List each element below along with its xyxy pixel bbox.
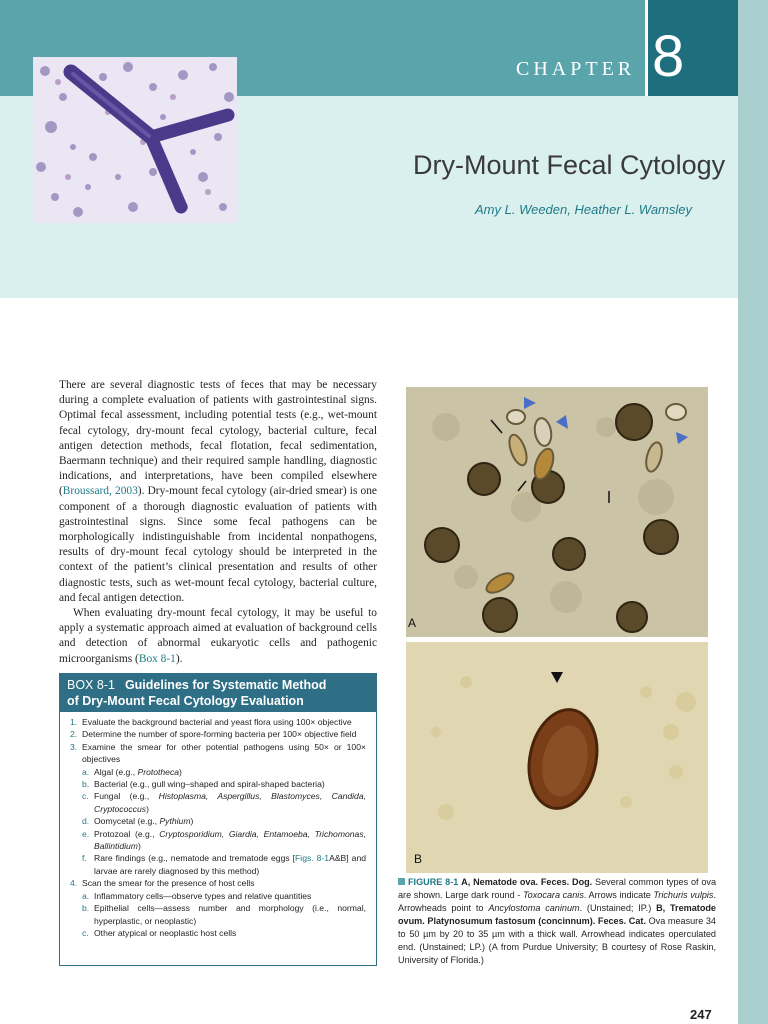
list-item: 2. Determine the number of spore-forming bacteria per 100× objective field: [70, 729, 357, 740]
chapter-label: CHAPTER: [516, 58, 636, 80]
list-item: 4. Scan the smear for the presence of host cells: [70, 878, 255, 889]
figure-panel-a: [406, 387, 708, 637]
list-subitem: a. Inflammatory cells—observe types and relative quantities: [82, 890, 312, 901]
paragraph-2: When evaluating dry-mount fecal cytology, it may be useful to apply a systematic approach aimed at evaluation of background cells and detection of abnormal eukaryotic cells and pathogenic microorganisms (Box 8-1).: [59, 607, 377, 665]
guidelines-box: [59, 673, 377, 966]
chapter-hero-image: [33, 57, 237, 223]
chapter-title: Dry-Mount Fecal Cytology: [413, 150, 726, 180]
figure-caption: FIGURE 8-1 A, Nematode ova. Feces. Dog. Several common types of ova are shown. Large dark round - Toxocara canis. Arrows indicate Trichuris vulpis. Arrowheads point to Ancylostoma caninum. (Unstained; IP.) B, Trematode ovum. Platynosumum fastosum (concinnum). Feces. Cat. Ova measure 34 to 50 µm by 20 to 35 µm with a thick wall. Arrowhead indicates operculated end. (Unstained; LP.) (A from Purdue University; B courtesy of Rose Raskin, University of Florida.): [398, 877, 717, 965]
box-title-line-1: Guidelines for Systematic Method: [124, 678, 327, 692]
page-number: 247: [690, 1007, 712, 1022]
list-subitem: e. Protozoal (e.g., Cryptosporidium, Giardia, Entamoeba, Trichomonas, Ballintidium): [82, 828, 367, 852]
box-header: [60, 674, 376, 712]
caption-marker: [398, 878, 405, 885]
list-subitem: b. Epithelial cells—assess number and morphology (i.e., normal, hyperplastic, or neoplastic): [82, 903, 366, 926]
reference-link[interactable]: Broussard, 2003: [62, 485, 138, 498]
figure-panel-b: [406, 642, 708, 873]
list-subitem: a. Algal (e.g., Prototheca): [82, 766, 182, 777]
box-list: [60, 712, 376, 939]
box-reference-link[interactable]: Box 8-1: [138, 652, 176, 665]
box-number: BOX 8-1: [67, 678, 115, 692]
chapter-number: 8: [652, 24, 685, 89]
chapter-divider: [645, 0, 648, 96]
list-item: 1. Evaluate the background bacterial and yeast flora using 100× objective: [70, 717, 352, 727]
list-subitem: c. Other atypical or neoplastic host cells: [82, 927, 237, 938]
list-item: 3. Examine the smear for other potential pathogens using 50× or 100× objectives: [70, 741, 366, 765]
panel-label-b: B: [414, 852, 423, 866]
list-subitem: d. Oomycetal (e.g., Pythium): [82, 816, 194, 827]
list-subitem: c. Fungal (e.g., Histoplasma, Aspergillus, Blastomyces, Candida, Cryptococcus): [82, 791, 366, 814]
paragraph-1: There are several diagnostic tests of feces that may be necessary during a complete evaluation of patients with gastrointestinal signs. Optimal fecal assessment, including potential tests (e.g., wet-mount fecal cytology, dry-mount fecal cytology, bacterial culture, fecal antigen detection methods, fecal flotation, fecal sedimentation, Baermann technique) and their required sample handling, diagnostic indications, and interpretations, have been compiled elsewhere (Broussard, 2003). Dry-mount fecal cytology (air-dried smear) is one component of a thorough diagnostic evaluation of patients with gastrointestinal signs. Since some fecal pathogens can be morphologically indistinguishable from incidental nonpathogens, results of dry-mount fecal cytology should be interpreted in the context of the patient’s clinical presentation and results of other diagnostic tests, such as wet-mount fecal cytology, bacterial culture, and fecal antigen detection.: [59, 379, 377, 604]
panel-label-a: A: [408, 616, 417, 630]
page-edge-strip: [738, 0, 768, 1024]
list-subitem: b. Bacterial (e.g., gull wing–shaped and spiral-shaped bacteria): [82, 779, 325, 790]
figure-id: FIGURE 8-1: [408, 877, 459, 887]
box-title-line-2: of Dry-Mount Fecal Cytology Evaluation: [67, 694, 304, 708]
figure-reference-link[interactable]: Figs. 8-1: [295, 853, 330, 864]
chapter-authors: Amy L. Weeden, Heather L. Wamsley: [475, 202, 693, 217]
body-text: [59, 378, 377, 667]
list-subitem: f. Rare findings (e.g., nematode and trematode eggs [Figs. 8-1A&B] and larvae are rarely diagnosed by this method): [82, 853, 367, 876]
